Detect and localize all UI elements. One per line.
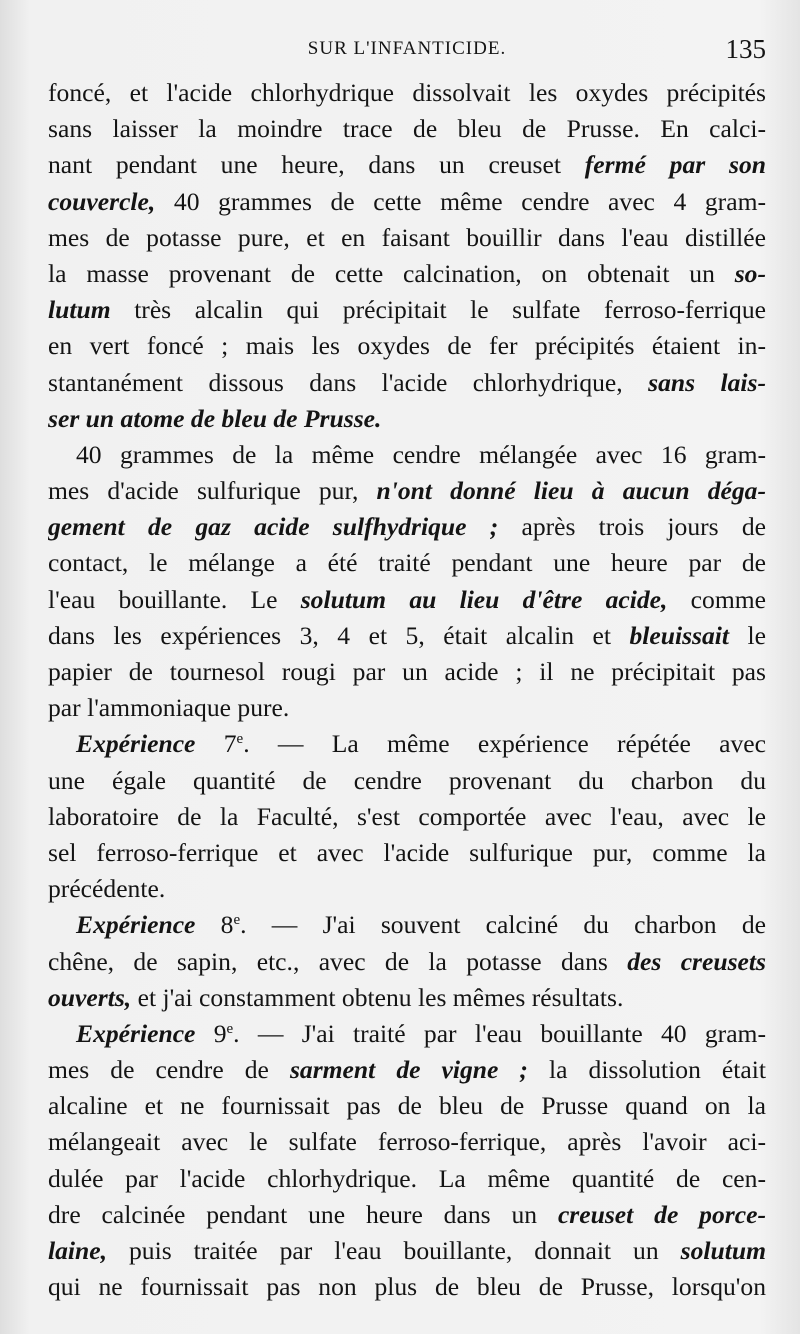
italic-text: ouverts,: [48, 982, 132, 1012]
body-text: [48, 75, 766, 1305]
italic-text: fermé par son: [584, 150, 766, 180]
text-line: [48, 1124, 766, 1160]
text-line: [48, 147, 766, 183]
text-line: [48, 835, 766, 871]
italic-text: solutum: [680, 1236, 766, 1265]
paragraph: [48, 75, 766, 437]
text-line: [48, 328, 766, 364]
text-span: 8: [195, 910, 234, 940]
paragraph: [48, 437, 766, 727]
text-span: très alcalin qui précipitait le sulfate ferroso-ferrique: [110, 295, 766, 325]
text-line: [48, 401, 766, 437]
text-line: [48, 799, 766, 835]
text-span: et j'ai constamment obtenu les mêmes résultats.: [131, 982, 624, 1012]
text-line: [48, 618, 766, 654]
text-line: [48, 1269, 766, 1305]
text-line: [48, 1088, 766, 1124]
text-span: qui ne fournissait pas non plus de bleu de Prusse, lorsqu'on: [48, 1272, 766, 1302]
italic-text: gement de gaz acide sulfhydrique ;: [48, 512, 499, 542]
page-number: 135: [725, 34, 766, 64]
text-span: . — J'ai traité par l'eau bouillante 40 gram-: [233, 1018, 766, 1048]
italic-text: Expérience: [76, 910, 196, 940]
text-line: [48, 1233, 766, 1269]
text-line: [48, 980, 766, 1016]
text-line: [48, 292, 766, 328]
text-span: . — J'ai souvent calciné du charbon de: [240, 910, 766, 940]
text-span: laboratoire de la Faculté, s'est comportée avec l'eau, avec le: [48, 801, 766, 831]
text-span: foncé, et l'acide chlorhydrique dissolvait les oxydes précipités: [48, 78, 766, 107]
text-line: [48, 184, 766, 220]
text-line: [48, 1161, 766, 1197]
italic-text: sarment de vigne ;: [289, 1055, 528, 1085]
text-line: [48, 654, 766, 690]
paragraph: [48, 907, 766, 1016]
text-line: [48, 726, 766, 762]
italic-text: Expérience: [76, 729, 196, 759]
italic-text: so-: [734, 258, 766, 288]
text-line: [48, 1052, 766, 1088]
text-line: [48, 437, 766, 473]
italic-text: lutum: [48, 295, 111, 325]
text-span: 9: [195, 1018, 227, 1048]
paragraph: [48, 1016, 766, 1306]
text-span: sans laisser la moindre trace de bleu de Prusse. En calci-: [48, 114, 766, 144]
text-line: [48, 871, 766, 907]
text-line: [48, 365, 766, 401]
text-line: [48, 1016, 766, 1052]
text-span: mélangeait avec le sulfate ferroso-ferrique, après l'avoir aci-: [48, 1127, 766, 1157]
text-line: [48, 944, 766, 980]
text-span: une égale quantité de cendre provenant du charbon du: [48, 765, 766, 795]
text-span: le: [729, 620, 766, 650]
text-span: sel ferroso-ferrique et avec l'acide sulfurique pur, comme la: [48, 837, 766, 867]
text-span: contact, le mélange a été traité pendant une heure par de: [48, 548, 766, 578]
text-span: dans les expériences 3, 4 et 5, était alcalin et: [48, 620, 630, 650]
paragraph: [48, 726, 766, 907]
text-span: alcaline et ne fournissait pas de bleu de Prusse quand on la: [48, 1091, 766, 1121]
text-span: précédente.: [48, 874, 166, 904]
italic-text: n'ont donné lieu à aucun déga-: [376, 476, 766, 506]
text-line: [48, 509, 766, 545]
text-span: par l'ammoniaque pure.: [48, 693, 290, 723]
superscript: e: [236, 731, 244, 748]
text-span: stantanément dissous dans l'acide chlorhydrique,: [48, 367, 649, 397]
italic-text: des creusets: [627, 946, 766, 976]
text-line: [48, 220, 766, 256]
text-line: [48, 111, 766, 147]
italic-text: sans lais-: [648, 367, 766, 397]
text-span: mes de potasse pure, et en faisant bouillir dans l'eau distillée: [48, 222, 766, 252]
text-line: [48, 545, 766, 581]
text-span: puis traitée par l'eau bouillante, donnait un: [107, 1236, 681, 1265]
running-title: SUR L'INFANTICIDE.: [307, 38, 507, 59]
text-line: [48, 1197, 766, 1233]
text-span: 7: [195, 729, 237, 759]
italic-text: ser un atome de bleu de Prusse.: [48, 403, 382, 433]
text-line: [48, 582, 766, 618]
italic-text: laine,: [48, 1236, 108, 1265]
text-line: [48, 75, 766, 111]
text-line: [48, 690, 766, 726]
text-span: mes de cendre de: [48, 1055, 290, 1085]
text-span: nant pendant une heure, dans un creuset: [48, 150, 585, 180]
text-span: l'eau bouillante. Le: [48, 584, 301, 614]
italic-text: creuset de porce-: [557, 1199, 766, 1229]
text-span: papier de tournesol rougi par un acide ; il ne précipitait pas: [48, 657, 766, 686]
text-line: [48, 473, 766, 509]
italic-text: Expérience: [76, 1018, 196, 1048]
text-span: en vert foncé ; mais les oxydes de fer précipités étaient in-: [48, 331, 766, 361]
page-header: [48, 34, 766, 68]
superscript: e: [226, 1020, 234, 1037]
text-line: [48, 763, 766, 799]
text-line: [48, 256, 766, 292]
text-span: . — La même expérience répétée avec: [243, 729, 766, 759]
text-span: la dissolution était: [527, 1055, 766, 1085]
text-span: la masse provenant de cette calcination, on obtenait un: [48, 258, 735, 288]
text-span: 40 grammes de la même cendre mélangée avec 16 gram-: [76, 439, 766, 469]
text-span: dulée par l'acide chlorhydrique. La même quantité de cen-: [48, 1163, 766, 1193]
text-span: après trois jours de: [498, 512, 766, 542]
italic-text: bleuissait: [629, 620, 730, 650]
italic-text: solutum au lieu d'être acide,: [300, 584, 668, 614]
superscript: e: [233, 912, 241, 929]
italic-text: couvercle,: [48, 186, 156, 216]
text-span: 40 grammes de cette même cendre avec 4 gram-: [155, 186, 766, 216]
text-span: dre calcinée pendant une heure dans un: [48, 1199, 558, 1229]
text-line: [48, 907, 766, 943]
text-span: chêne, de sapin, etc., avec de la potasse dans: [48, 946, 628, 976]
text-span: mes d'acide sulfurique pur,: [48, 476, 377, 506]
text-span: comme: [667, 584, 766, 614]
